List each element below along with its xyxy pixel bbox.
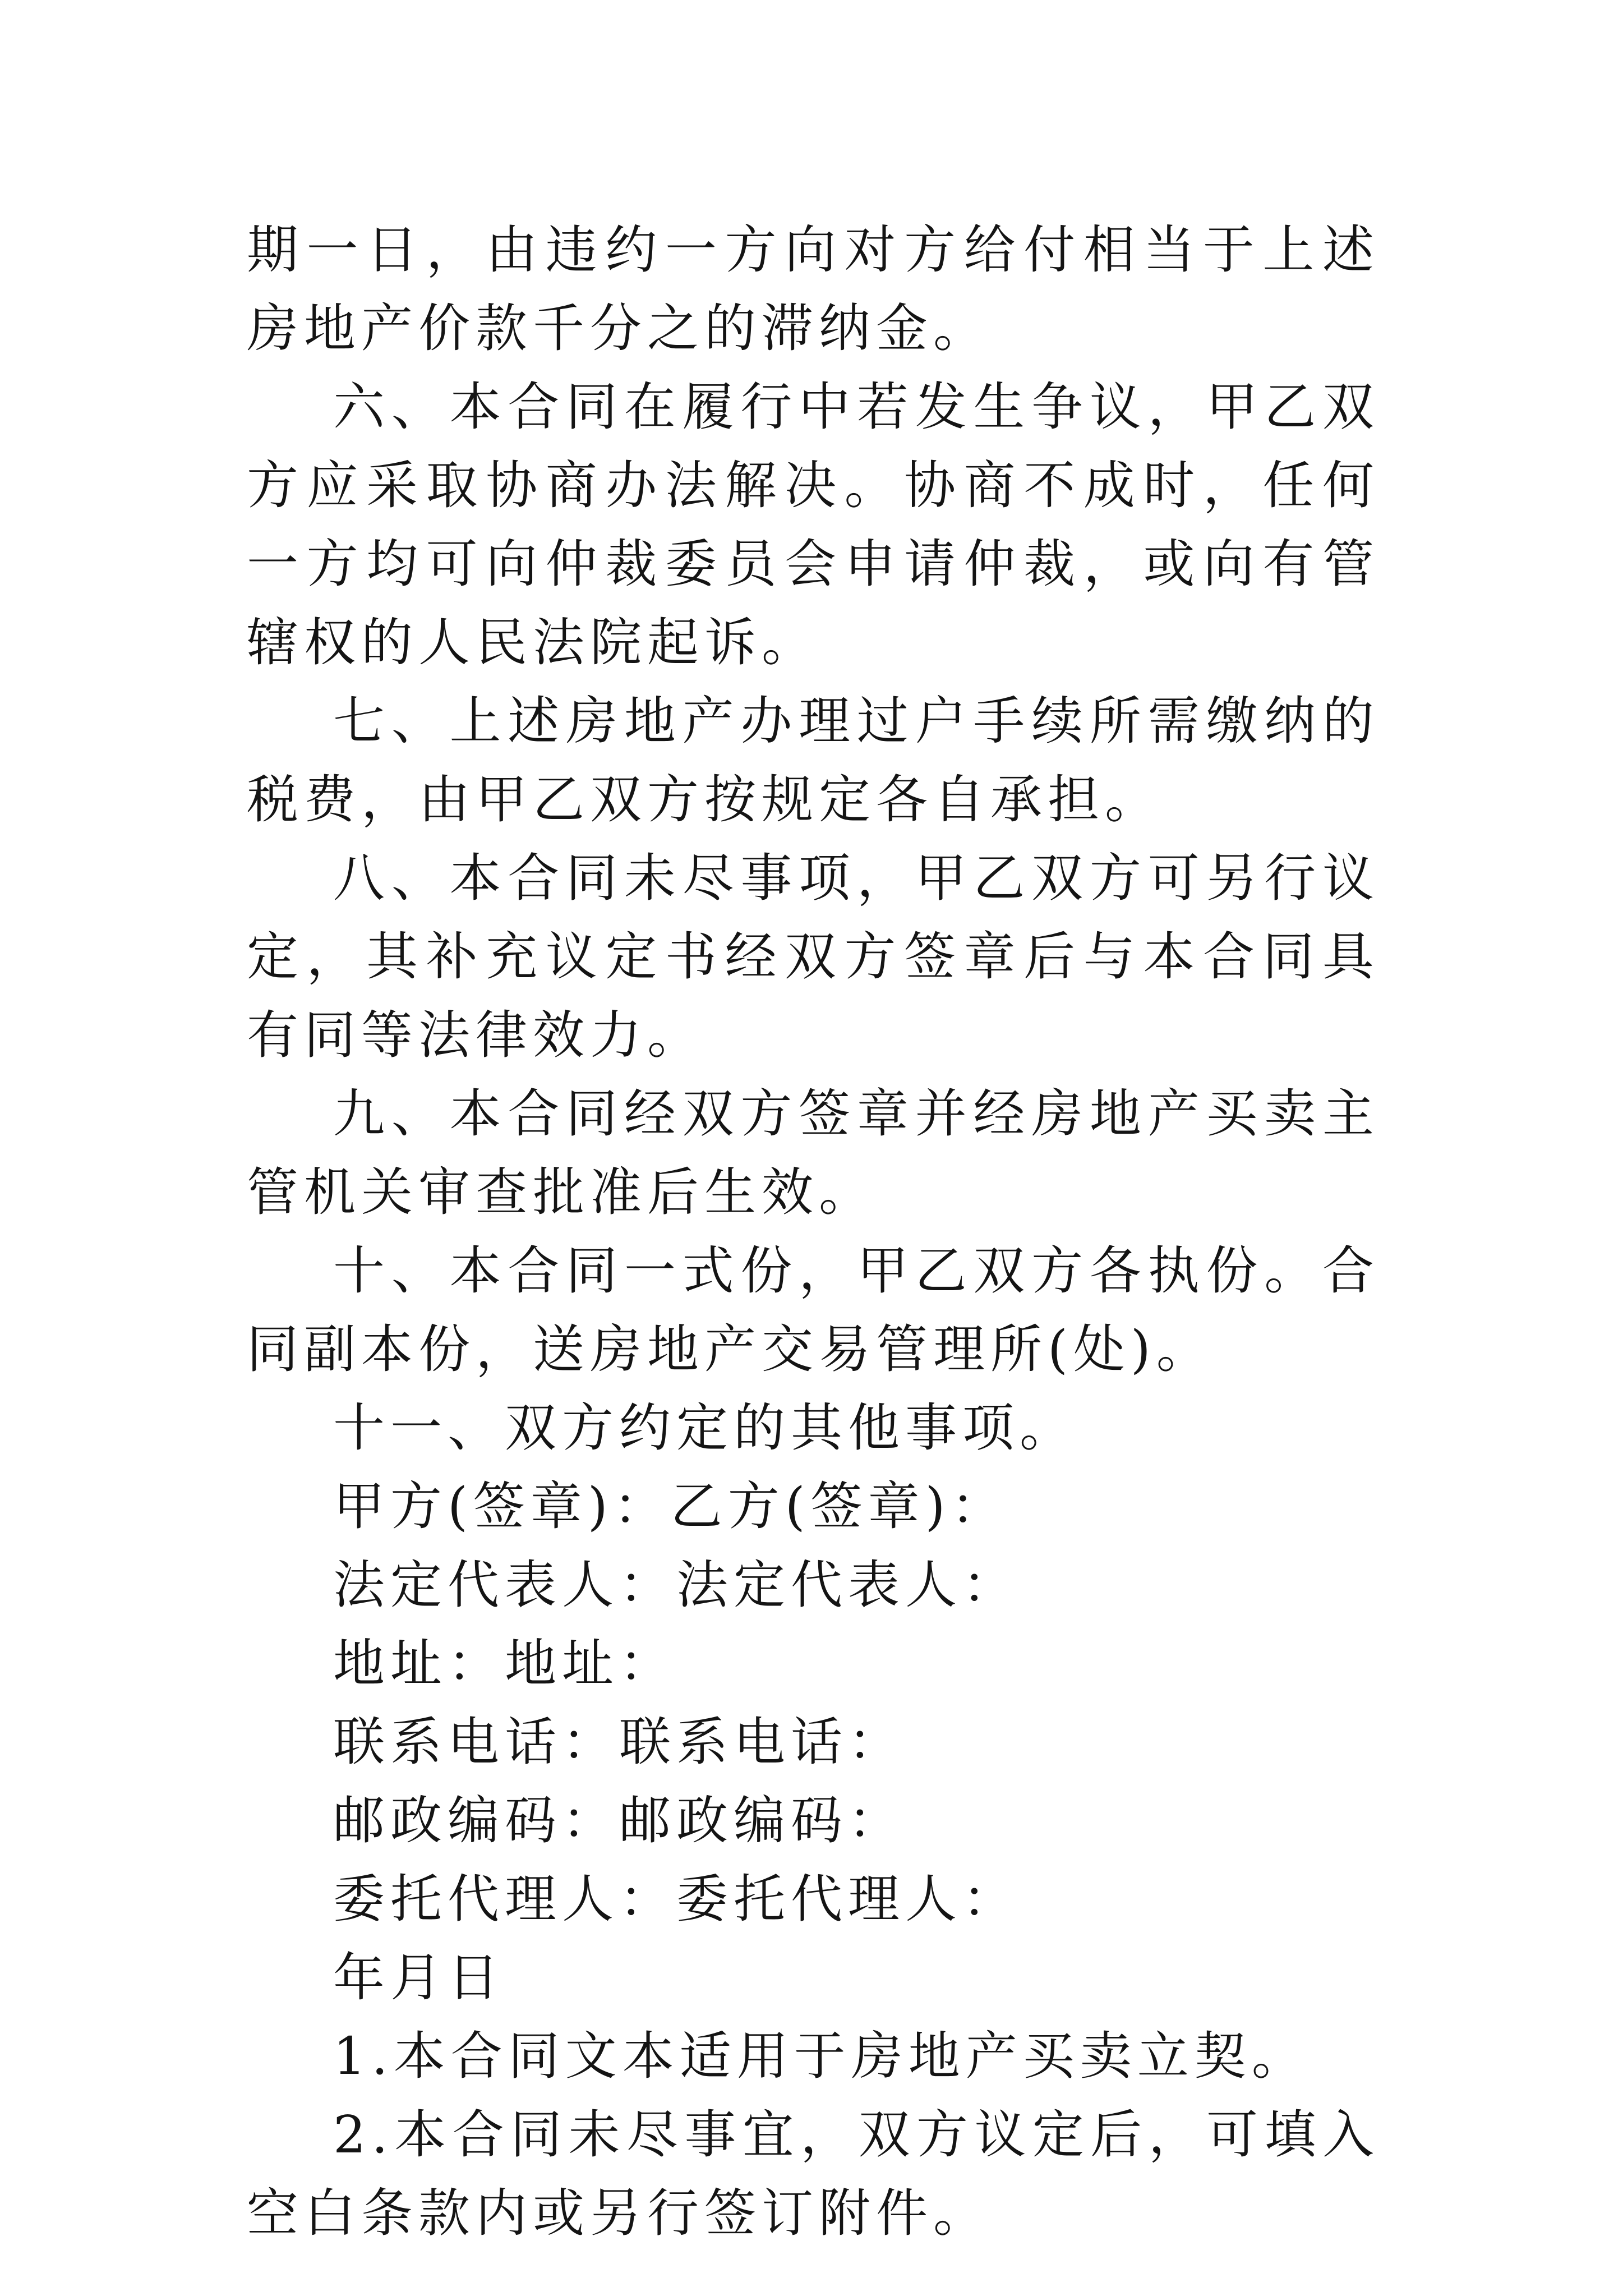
note-two: 2.本合同未尽事宜，双方议定后，可填入空白条款内或另行签订附件。 (247, 2105, 1380, 2243)
date-line: 年月日 (333, 1948, 505, 2008)
clause-eight-supplement: 八、本合同未尽事项，甲乙双方可另行议定，其补充议定书经双方签章后与本合同具有同等法律效力。 (247, 848, 1380, 1065)
address-line: 地址：地址： (333, 1634, 677, 1694)
legal-representative-line: 法定代表人：法定代表人： (333, 1555, 1020, 1615)
phone-line: 联系电话：联系电话： (333, 1712, 906, 1772)
postal-code-line: 邮政编码：邮政编码： (333, 1791, 906, 1851)
clause-ten-copies: 十、本合同一式份，甲乙双方各执份。合同副本份，送房地产交易管理所(处)。 (247, 1241, 1380, 1379)
clause-six-dispute: 六、本合同在履行中若发生争议，甲乙双方应采取协商办法解决。协商不成时，任何一方均可向仲裁委员会申请仲裁，或向有管辖权的人民法院起诉。 (247, 377, 1380, 673)
paragraph-penalty-continuation: 期一日，由违约一方向对方给付相当于上述房地产价款千分之的滞纳金。 (247, 220, 1380, 358)
clause-nine-effective: 九、本合同经双方签章并经房地产买卖主管机关审查批准后生效。 (247, 1084, 1380, 1222)
clause-eleven-other: 十一、双方约定的其他事项。 (333, 1398, 1077, 1458)
note-one: 1.本合同文本适用于房地产买卖立契。 (333, 2026, 1309, 2086)
signature-party-line: 甲方(签章)：乙方(签章)： (333, 1476, 1008, 1536)
agent-line: 委托代理人：委托代理人： (333, 1869, 1020, 1929)
clause-seven-taxes: 七、上述房地产办理过户手续所需缴纳的税费，由甲乙双方按规定各自承担。 (247, 691, 1380, 830)
document-body (247, 211, 1380, 2253)
